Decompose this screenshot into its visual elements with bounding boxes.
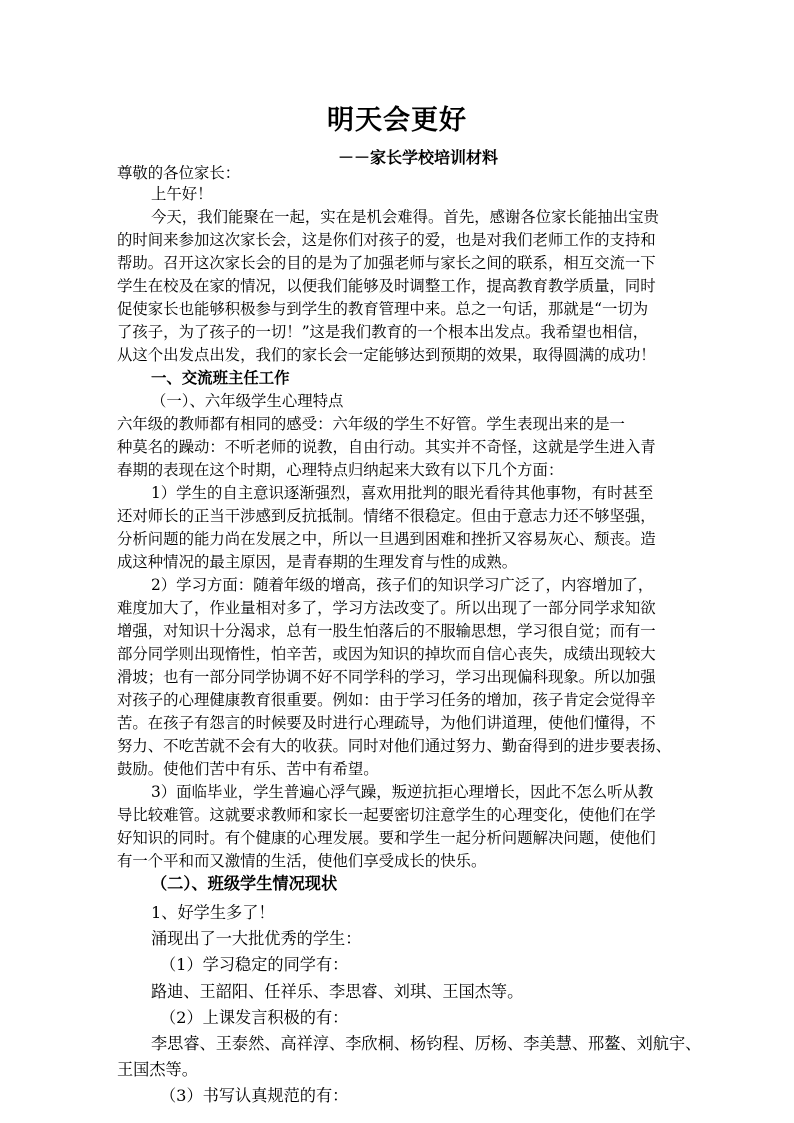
section-heading: 一、交流班主任工作 xyxy=(151,369,290,387)
paragraph-line: 苦。在孩子有怨言的时候要及时进行心理疏导，为他们讲道理，使他们懂得，不 xyxy=(117,714,656,732)
paragraph-line: 有一个平和而又激情的生活，使他们享受成长的快乐。 xyxy=(117,852,487,870)
document-subtitle: －－家长学校培训材料 xyxy=(338,148,499,167)
paragraph-line: 努力、不吃苦就不会有大的收获。同时对他们通过努力、勤奋得到的进步要表扬、 xyxy=(117,737,672,755)
paragraph-line: 春期的表现在这个时期，心理特点归纳起来大致有以下几个方面： xyxy=(117,461,564,479)
paragraph-line: 帮助。召开这次家长会的目的是为了加强老师与家长之间的联系，相互交流一下 xyxy=(117,254,656,272)
paragraph-line: 对孩子的心理健康教育很重要。例如：由于学习任务的增加，孩子肯定会觉得辛 xyxy=(117,691,656,709)
paragraph-line: 滑坡；也有一部分同学协调不好不同学科的学习，学习出现偏科现象。所以加强 xyxy=(117,668,656,686)
paragraph-line: 3）面临毕业，学生普遍心浮气躁，叛逆抗拒心理增长，因此不怎么听从教 xyxy=(151,783,654,801)
list-heading: （2）上课发言积极的有： xyxy=(160,1008,349,1027)
paragraph-line: 从这个出发点出发，我们的家长会一定能够达到预期的效果，取得圆满的成功！ xyxy=(117,346,656,364)
document-title: 明天会更好 xyxy=(327,105,467,136)
paragraph-line: 好知识的同时。有个健康的心理发展。要和学生一起分析问题解决问题，使他们 xyxy=(117,829,656,847)
paragraph-line: 今天，我们能聚在一起，实在是机会难得。首先，感谢各位家长能抽出宝贵 xyxy=(151,208,659,226)
name-list: 王国杰等。 xyxy=(117,1060,198,1079)
paragraph-line: 涌现出了一大批优秀的学生： xyxy=(151,929,362,948)
paragraph-line: 1）学生的自主意识逐渐强烈，喜欢用批判的眼光看待其他事物，有时甚至 xyxy=(151,484,654,502)
subsection-heading: （一）、六年级学生心理特点 xyxy=(151,392,344,410)
paragraph-line: 成这种情况的最主原因，是青春期的生理发育与性的成熟。 xyxy=(117,553,518,571)
greeting: 上午好！ xyxy=(151,185,213,203)
paragraph-line: 的时间来参加这次家长会，这是你们对孩子的爱，也是对我们老师工作的支持和 xyxy=(117,231,656,249)
paragraph-line: 导比较难管。这就要求教师和家长一起要密切注意学生的心理变化，使他们在学 xyxy=(117,806,656,824)
name-list: 李思睿、王泰然、高祥淳、李欣桐、杨钧程、厉杨、李美慧、邢鳌、刘航宇、 xyxy=(151,1034,702,1053)
paragraph-line: 鼓励。使他们苦中有乐、苦中有希望。 xyxy=(117,760,379,778)
paragraph-line: 分析问题的能力尚在发展之中，所以一旦遇到困难和挫折又容易灰心、颓丧。造 xyxy=(117,530,656,548)
paragraph-line: 种莫名的躁动：不听老师的说教，自由行动。其实并不奇怪，这就是学生进入青 xyxy=(117,438,656,456)
paragraph-line: 还对师长的正当干涉感到反抗抵制。情绪不很稳定。但由于意志力还不够坚强， xyxy=(117,507,656,525)
list-heading: 1、好学生多了！ xyxy=(151,903,275,922)
paragraph-line: 2）学习方面：随着年级的增高，孩子们的知识学习广泛了，内容增加了， xyxy=(151,576,654,594)
paragraph-line: 学生在校及在家的情况，以便我们能够及时调整工作，提高教育教学质量，同时 xyxy=(117,277,656,295)
subsection-heading: （二）、班级学生情况现状 xyxy=(151,874,338,893)
paragraph-line: 增强，对知识十分渴求，总有一股生怕落后的不服输思想，学习很自觉；而有一 xyxy=(117,622,656,640)
paragraph-line: 促使家长也能够积极参与到学生的教育管理中来。总之一句话，那就是“一切为 xyxy=(117,300,649,318)
paragraph-line: 了孩子，为了孩子的一切！”这是我们教育的一个根本出发点。我希望也相信， xyxy=(117,323,649,341)
list-heading: （3）书写认真规范的有： xyxy=(160,1086,349,1105)
paragraph-line: 难度加大了，作业量相对多了，学习方法改变了。所以出现了一部分同学求知欲 xyxy=(117,599,656,617)
list-heading: （1）学习稳定的同学有： xyxy=(160,955,349,974)
paragraph-line: 部分同学则出现惰性，怕辛苦，或因为知识的掉坎而自信心丧失，成绩出现较大 xyxy=(117,645,656,663)
paragraph-line: 六年级的教师都有相同的感受：六年级的学生不好管。学生表现出来的是一 xyxy=(117,415,625,433)
name-list: 路迪、王韶阳、任祥乐、李思睿、刘琪、王国杰等。 xyxy=(151,982,524,1001)
salutation: 尊敬的各位家长： xyxy=(117,164,241,182)
